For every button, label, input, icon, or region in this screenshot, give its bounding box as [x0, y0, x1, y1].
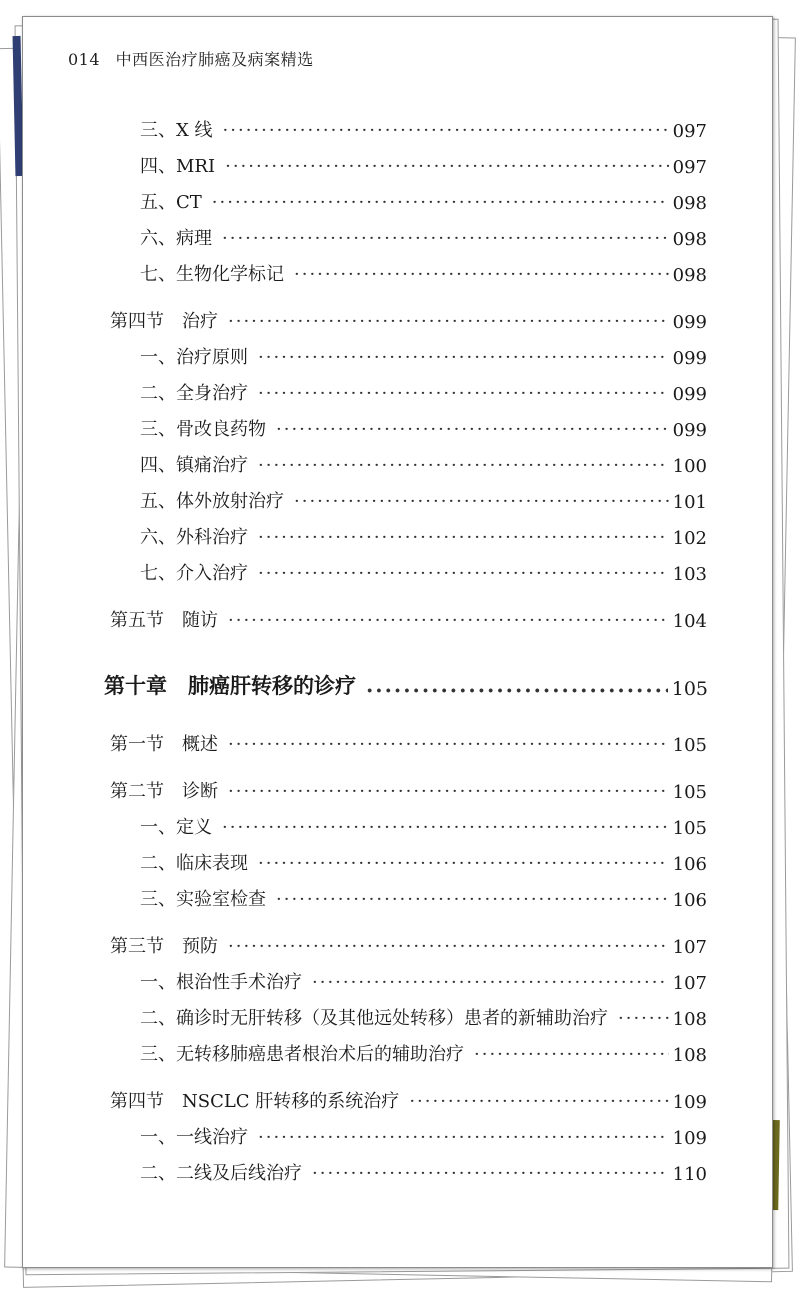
toc-page-number: 105	[672, 735, 707, 756]
toc-page-number: 108	[672, 1045, 707, 1066]
toc-entry	[140, 188, 707, 214]
toc-entry	[140, 813, 707, 839]
leader-dots	[294, 491, 669, 513]
toc-label: 一、治疗原则	[140, 347, 248, 368]
toc-label: 第十章 肺癌肝转移的诊疗	[104, 673, 356, 698]
toc-label: 第三节 预防	[110, 936, 218, 957]
toc-page-number: 109	[672, 1092, 707, 1113]
toc-entry	[140, 523, 707, 549]
book-title: 中西医治疗肺癌及病案精选	[115, 50, 314, 69]
leader-dots	[276, 419, 669, 441]
toc-page-number: 102	[672, 528, 707, 549]
toc-entry	[140, 885, 707, 911]
leader-dots	[312, 972, 669, 994]
toc-page-number: 098	[672, 193, 707, 214]
toc-page-number: 105	[672, 818, 707, 839]
leader-dots	[474, 1044, 669, 1066]
toc-page-number: 107	[672, 973, 707, 994]
leader-dots	[366, 678, 668, 700]
toc-entry	[140, 451, 707, 477]
leader-dots	[409, 1091, 668, 1113]
leader-dots	[228, 936, 669, 958]
toc-label: 第四节 NSCLC 肝转移的系统治疗	[110, 1091, 400, 1112]
leader-dots	[258, 347, 669, 369]
leader-dots	[258, 563, 669, 585]
toc-label: 三、骨改良药物	[140, 419, 266, 440]
toc-label: 第二节 诊断	[110, 781, 218, 802]
toc-entry	[140, 152, 707, 178]
leader-dots	[223, 120, 669, 142]
toc-section	[110, 730, 707, 756]
leader-dots	[228, 311, 669, 333]
toc-entry	[140, 968, 707, 994]
toc-label: 三、X 线	[140, 120, 213, 141]
toc-label: 三、无转移肺癌患者根治术后的辅助治疗	[140, 1044, 464, 1065]
leader-dots	[258, 853, 669, 875]
toc-page-number: 104	[672, 611, 707, 632]
toc-entry	[140, 849, 707, 875]
toc-entry	[140, 1004, 707, 1030]
toc-page-number: 105	[672, 782, 707, 803]
toc-page-number: 099	[672, 420, 707, 441]
toc-label: 四、MRI	[140, 156, 216, 177]
toc-entry	[140, 487, 707, 513]
toc-label: 第一节 概述	[110, 734, 218, 755]
toc-page-number: 101	[672, 492, 707, 513]
toc-page-number: 097	[672, 157, 707, 178]
toc-label: 二、临床表现	[140, 853, 248, 874]
toc-label: 第四节 治疗	[110, 311, 218, 332]
toc-label: 五、CT	[140, 192, 202, 213]
toc-entry	[140, 343, 707, 369]
toc-section	[110, 307, 707, 333]
toc-page-number: 108	[672, 1009, 707, 1030]
toc-entry	[140, 415, 707, 441]
toc-label: 二、二线及后线治疗	[140, 1163, 302, 1184]
leader-dots	[312, 1163, 669, 1185]
toc-section	[110, 777, 707, 803]
running-header	[68, 47, 314, 70]
leader-dots	[222, 228, 669, 250]
toc-entry	[140, 260, 707, 286]
toc-label: 七、生物化学标记	[140, 264, 284, 285]
leader-dots	[228, 781, 669, 803]
toc-chapter	[104, 670, 708, 700]
toc-page-number: 107	[672, 937, 707, 958]
leader-dots	[294, 264, 669, 286]
toc-label: 第五节 随访	[110, 610, 218, 631]
toc-entry	[140, 379, 707, 405]
toc-page-number: 105	[671, 678, 708, 700]
leader-dots	[228, 610, 669, 632]
toc-page-number: 106	[672, 854, 707, 875]
leader-dots	[618, 1008, 669, 1030]
toc-page-number: 099	[672, 348, 707, 369]
toc-label: 四、镇痛治疗	[140, 455, 248, 476]
toc-label: 六、外科治疗	[140, 527, 248, 548]
toc-label: 一、根治性手术治疗	[140, 972, 302, 993]
toc-page-number: 110	[672, 1164, 707, 1185]
toc-section	[110, 606, 707, 632]
leader-dots	[228, 734, 669, 756]
leader-dots	[222, 817, 669, 839]
page-number: 014	[68, 50, 101, 69]
toc-page-number: 106	[672, 890, 707, 911]
toc-entry	[140, 1040, 707, 1066]
toc-section	[110, 932, 707, 958]
toc-label: 一、一线治疗	[140, 1127, 248, 1148]
leader-dots	[212, 192, 669, 214]
toc-label: 六、病理	[140, 228, 212, 249]
toc-entry	[140, 1123, 707, 1149]
leader-dots	[258, 383, 669, 405]
leader-dots	[258, 1127, 669, 1149]
toc-page-number: 103	[672, 564, 707, 585]
toc-entry	[140, 116, 707, 142]
toc-entry	[140, 559, 707, 585]
toc-label: 一、定义	[140, 817, 212, 838]
leader-dots	[258, 527, 669, 549]
toc-page-number: 099	[672, 384, 707, 405]
toc-label: 五、体外放射治疗	[140, 491, 284, 512]
toc-label: 二、全身治疗	[140, 383, 248, 404]
toc-page-number: 098	[672, 229, 707, 250]
toc-page-number: 109	[672, 1128, 707, 1149]
toc-label: 二、确诊时无肝转移（及其他远处转移）患者的新辅助治疗	[140, 1008, 608, 1029]
toc-label: 七、介入治疗	[140, 563, 248, 584]
toc-page-number: 097	[672, 121, 707, 142]
toc-page-number: 099	[672, 312, 707, 333]
toc-entry	[140, 1159, 707, 1185]
toc-label: 三、实验室检查	[140, 889, 266, 910]
toc-section	[110, 1087, 707, 1113]
leader-dots	[276, 889, 669, 911]
leader-dots	[225, 156, 669, 178]
leader-dots	[258, 455, 669, 477]
toc-page-number: 098	[672, 265, 707, 286]
toc-page-number: 100	[672, 456, 707, 477]
toc-entry	[140, 224, 707, 250]
